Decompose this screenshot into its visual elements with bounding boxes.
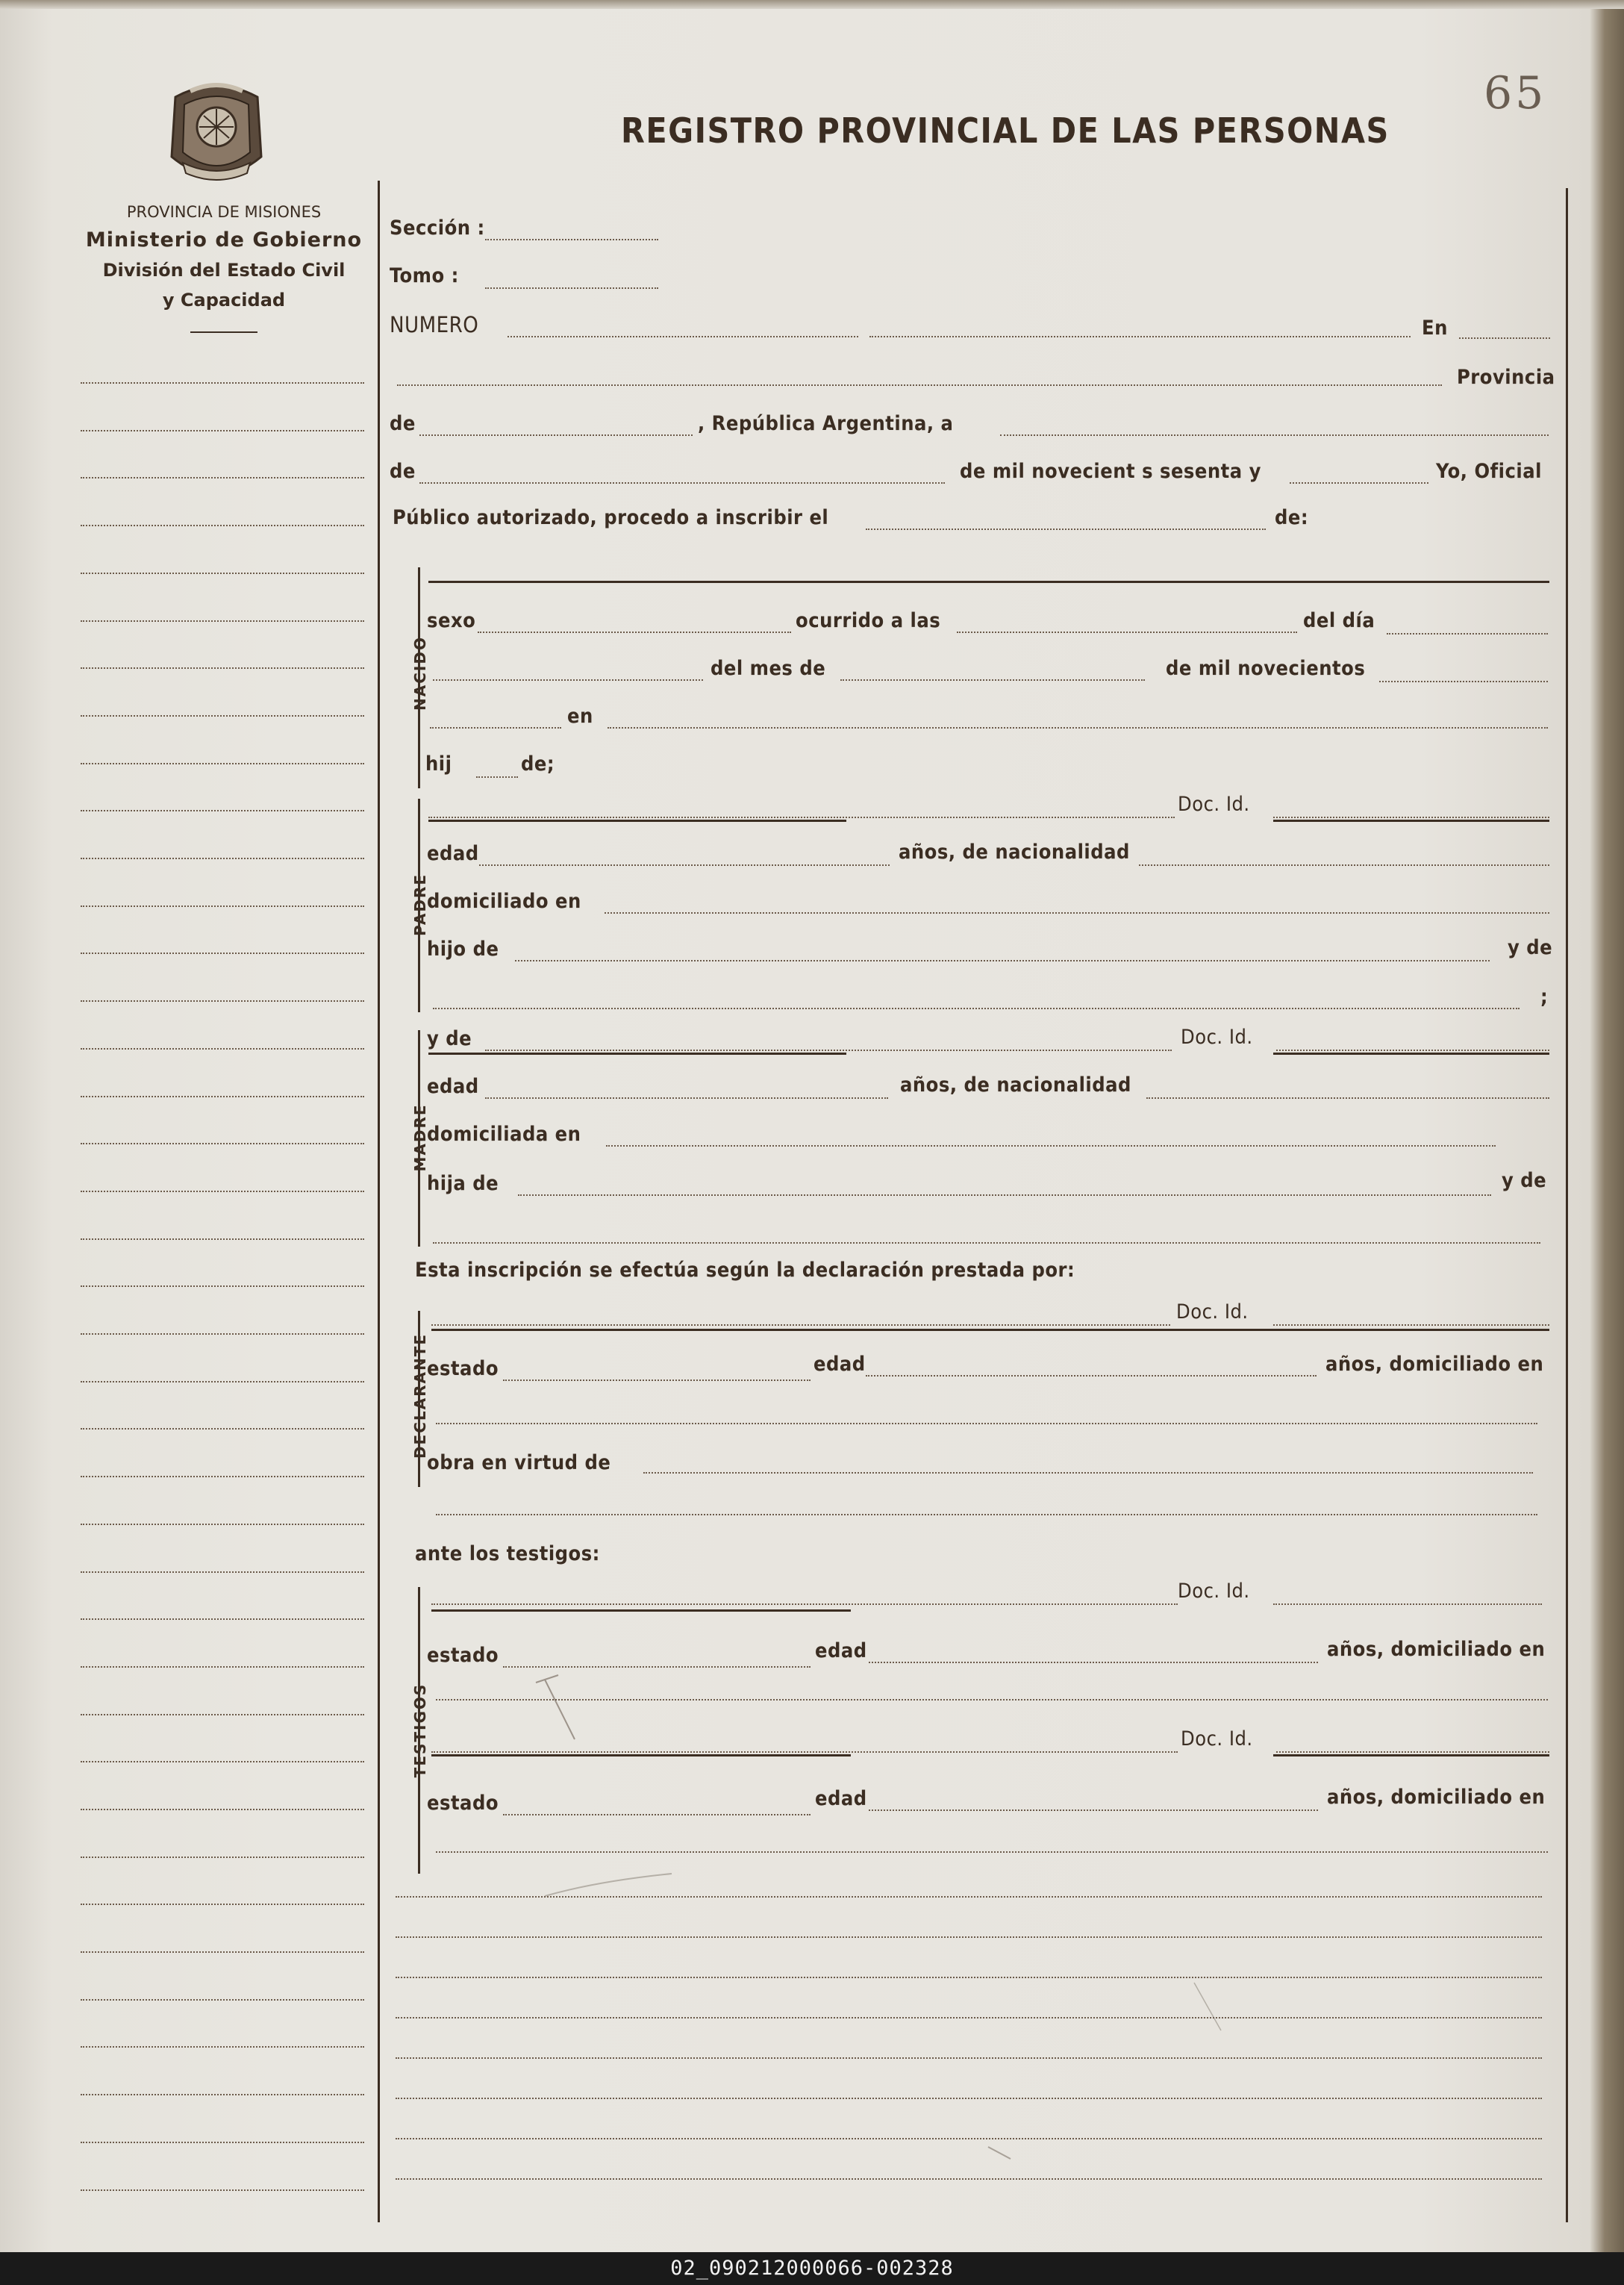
declarante-doc-label: Doc. Id. <box>1176 1300 1249 1324</box>
padre-edad-label: edad <box>427 842 479 865</box>
page-title: REGISTRO PROVINCIAL DE LAS PERSONAS <box>621 110 1390 151</box>
division-label-2: y Capacidad <box>162 290 286 311</box>
padre-domicilio-label: domiciliado en <box>427 890 581 913</box>
testigo2-doc-label: Doc. Id. <box>1181 1727 1253 1751</box>
mil-novecientos-label: de mil novecientos <box>1166 657 1366 680</box>
declarante-estado-label: estado <box>427 1357 499 1380</box>
provincia-label: Provincia <box>1457 366 1555 389</box>
padre-hijo-de-label: hijo de <box>427 938 499 961</box>
madre-edad-label: edad <box>427 1075 479 1098</box>
madre-y-de-label: y de <box>427 1027 472 1050</box>
de-label: de <box>390 412 416 435</box>
padre-semicolon: ; <box>1540 985 1549 1009</box>
hij-de-label: de; <box>521 752 555 776</box>
madre-hija-de-label: hija de <box>427 1172 499 1195</box>
mil-sesenta-label: de mil novecient s sesenta y <box>960 460 1261 483</box>
testigos-section-label: TESTIGOS <box>411 1683 429 1778</box>
seccion-label: Sección : <box>390 216 485 240</box>
testigo1-domicilio-label: años, domiciliado en <box>1327 1638 1546 1661</box>
ministry-label: Ministerio de Gobierno <box>85 228 363 252</box>
en-nac-label: en <box>567 705 593 728</box>
declarante-obra-label: obra en virtud de <box>427 1451 611 1474</box>
padre-nacionalidad-label: años, de nacionalidad <box>899 841 1130 864</box>
page-number: 65 <box>1484 67 1547 119</box>
yo-oficial-label: Yo, Oficial <box>1436 460 1542 483</box>
de-colon-label: de: <box>1275 506 1309 529</box>
numero-label: NUMERO <box>390 312 479 337</box>
sexo-label: sexo <box>427 609 476 632</box>
testigo1-edad-label: edad <box>815 1639 867 1662</box>
declarante-section-label: DECLARANTE <box>411 1332 429 1459</box>
declaracion-text: Esta inscripción se efectúa según la declaración prestada por: <box>415 1259 1075 1282</box>
testigo1-doc-label: Doc. Id. <box>1178 1580 1250 1603</box>
division-label: División del Estado Civil <box>102 260 346 281</box>
de-label-2: de <box>390 460 416 483</box>
ocurrido-label: ocurrido a las <box>796 609 941 632</box>
tomo-label: Tomo : <box>390 264 459 287</box>
madre-y-de2-label: y de <box>1502 1169 1547 1192</box>
en-label: En <box>1422 317 1448 340</box>
declarante-edad-label: edad <box>813 1353 866 1376</box>
testigo1-estado-label: estado <box>427 1644 499 1667</box>
republica-label: , República Argentina, a <box>698 412 954 435</box>
del-mes-label: del mes de <box>710 657 826 680</box>
image-caption: 02_090212000066-002328 <box>0 2252 1624 2285</box>
testigo2-domicilio-label: años, domiciliado en <box>1327 1786 1546 1809</box>
madre-nacionalidad-label: años, de nacionalidad <box>900 1073 1131 1097</box>
del-dia-label: del día <box>1303 609 1375 632</box>
testigo2-estado-label: estado <box>427 1792 499 1815</box>
madre-doc-label: Doc. Id. <box>1181 1026 1253 1049</box>
declarante-domicilio-label: años, domiciliado en <box>1325 1353 1544 1376</box>
ante-testigos-text: ante los testigos: <box>415 1542 600 1565</box>
madre-domicilio-label: domiciliada en <box>427 1123 581 1146</box>
madre-section-label: MADRE <box>411 1103 429 1172</box>
publico-label: Público autorizado, procedo a inscribir el <box>393 506 829 529</box>
padre-y-de-label: y de <box>1508 936 1553 959</box>
padre-doc-label: Doc. Id. <box>1178 793 1250 816</box>
testigo2-edad-label: edad <box>815 1787 867 1810</box>
hij-label: hij <box>425 752 452 776</box>
province-label: PROVINCIA DE MISIONES <box>126 203 322 221</box>
padre-section-label: PADRE <box>411 873 429 936</box>
nacido-section-label: NACIDO <box>411 636 429 711</box>
